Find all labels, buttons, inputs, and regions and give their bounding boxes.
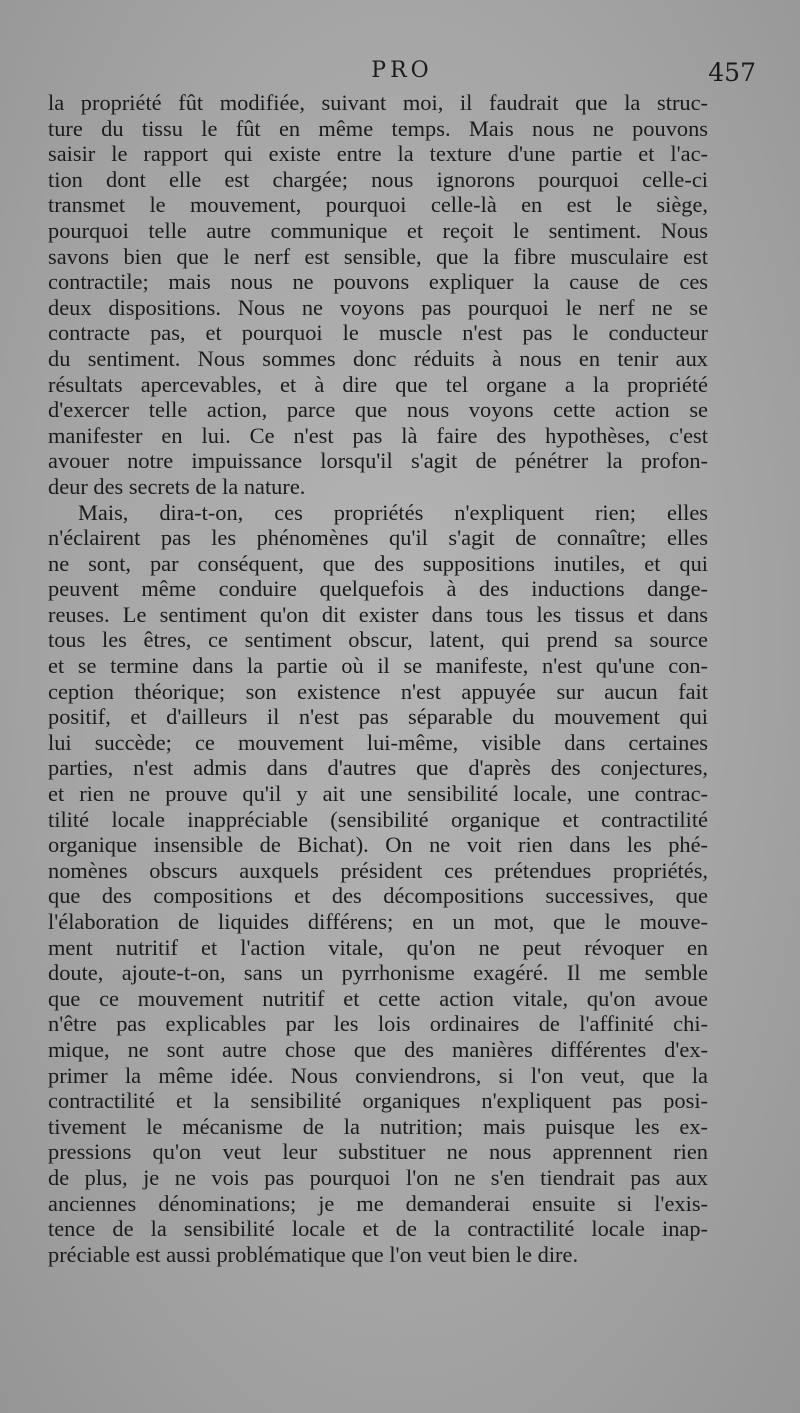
page-header [48,58,756,92]
text-line: du sentiment. Nous sommes donc réduits à nous en tenir aux [48,345,708,371]
text-line: contracte pas, et pourquoi le muscle n'est pas le conducteur [48,320,708,346]
text-line: doute, ajoute-t-on, sans un pyrrhonisme exagéré. Il me semble [48,960,708,986]
text-line: peuvent même conduire quelquefois à des inductions dange- [48,576,708,602]
paragraph [48,90,708,500]
text-line: pressions qu'on veut leur substituer ne nous apprennent rien [48,1139,708,1165]
text-line: avouer notre impuissance lorsqu'il s'agit de pénétrer la profon- [48,448,708,474]
running-head: PRO [371,58,433,83]
text-line: primer la même idée. Nous conviendrons, si l'on veut, que la [48,1062,708,1088]
page-number: 457 [708,58,756,87]
text-line: d'exercer telle action, parce que nous voyons cette action se [48,397,708,423]
text-line: manifester en lui. Ce n'est pas là faire des hypothèses, c'est [48,422,708,448]
body-text [48,90,708,1267]
text-line: n'éclairent pas les phénomènes qu'il s'agit de connaître; elles [48,525,708,551]
text-line: l'élaboration de liquides différens; en un mot, que le mouve- [48,909,708,934]
text-line: saisir le rapport qui existe entre la texture d'une partie et l'ac- [48,141,708,167]
text-line: positif, et d'ailleurs il n'est pas séparable du mouvement qui [48,704,708,730]
text-line: n'être pas explicables par les lois ordinaires de l'affinité chi- [48,1011,708,1037]
text-line: contractilité et la sensibilité organiques n'expliquent pas posi- [48,1088,708,1114]
text-line: et se termine dans la partie où il se manifeste, n'est qu'une con- [48,653,708,679]
text-line: résultats apercevables, et à dire que tel organe a la propriété [48,371,708,397]
text-line: transmet le mouvement, pourquoi celle-là en est le siège, [48,192,708,218]
text-line: tous les êtres, ce sentiment obscur, latent, qui prend sa source [48,627,708,653]
text-line: ception théorique; son existence n'est appuyée sur aucun fait [48,678,708,704]
text-line: savons bien que le nerf est sensible, que la fibre musculaire est [48,243,708,269]
text-line: mique, ne sont autre chose que des manières différentes d'ex- [48,1036,708,1062]
text-line: et rien ne prouve qu'il y ait une sensibilité locale, une contrac- [48,781,708,807]
text-line: deur des secrets de la nature. [48,473,306,499]
text-line: lui succède; ce mouvement lui-même, visible dans certaines [48,729,708,755]
text-line: que ce mouvement nutritif et cette action vitale, qu'on avoue [48,985,708,1011]
text-line: nomènes obscurs auxquels président ces prétendues propriétés, [48,857,708,883]
text-line: pourquoi telle autre communique et reçoit le sentiment. Nous [48,217,708,243]
paragraph [48,500,708,1268]
text-line: préciable est aussi problématique que l'on veut bien le dire. [48,1241,579,1267]
text-line: que des compositions et des décompositions successives, que [48,883,708,909]
text-line: tence de la sensibilité locale et de la contractilité locale inap- [48,1216,708,1242]
text-line: deux dispositions. Nous ne voyons pas pourquoi le nerf ne se [48,294,708,320]
text-line: la propriété fût modifiée, suivant moi, il faudrait que la struc- [48,90,708,115]
text-line: tivement le mécanisme de la nutrition; mais puisque les ex- [48,1113,708,1139]
text-line: organique insensible de Bichat). On ne voit rien dans les phé- [48,832,708,858]
text-line: contractile; mais nous ne pouvons expliquer la cause de ces [48,269,708,295]
text-line: tion dont elle est chargée; nous ignorons pourquoi celle-ci [48,166,708,192]
text-line: reuses. Le sentiment qu'on dit exister dans tous les tissus et dans [48,601,708,627]
text-line: Mais, dira-t-on, ces propriétés n'expliquent rien; elles [78,499,708,525]
text-line: tilité locale inappréciable (sensibilité organique et contractilité [48,806,708,832]
text-line: anciennes dénominations; je me demanderai ensuite si l'exis- [48,1190,708,1216]
text-line: de plus, je ne vois pas pourquoi l'on ne s'en tiendrait pas aux [48,1164,708,1190]
text-line: ne sont, par conséquent, que des suppositions inutiles, et qui [48,550,708,576]
text-line: ture du tissu le fût en même temps. Mais nous ne pouvons [48,115,708,141]
text-line: parties, n'est admis dans d'autres que d'après des conjectures, [48,755,708,781]
text-line: ment nutritif et l'action vitale, qu'on ne peut révoquer en [48,934,708,960]
